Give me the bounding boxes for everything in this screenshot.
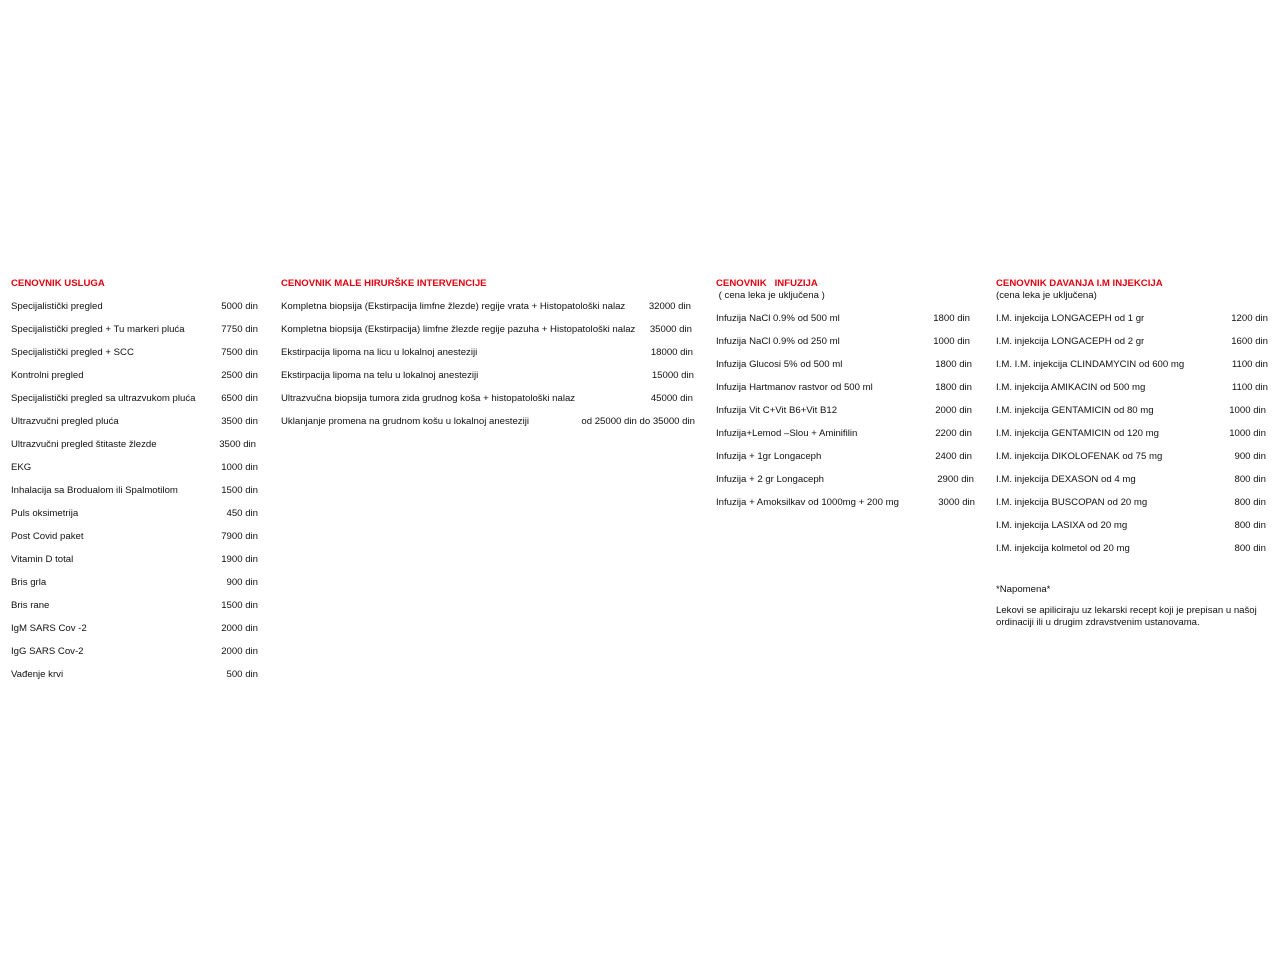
list-item bbox=[996, 451, 1270, 474]
item-name: I.M. injekcija GENTAMICIN od 120 mg bbox=[996, 428, 1159, 439]
list-item bbox=[281, 393, 695, 416]
list-item bbox=[996, 474, 1270, 497]
list-item bbox=[996, 359, 1270, 382]
item-price: 15000 din bbox=[651, 370, 694, 381]
note-title: *Napomena* bbox=[996, 584, 1051, 595]
item-price: 5000 din bbox=[221, 301, 258, 312]
list-item bbox=[281, 347, 695, 370]
infusions-list bbox=[716, 313, 976, 520]
item-price: 32000 din bbox=[648, 301, 691, 312]
infusions-price-list bbox=[716, 278, 976, 520]
item-price: 7900 din bbox=[221, 531, 258, 542]
item-name: Ultrazvučni pregled pluća bbox=[11, 416, 119, 427]
services-title: CENOVNIK USLUGA bbox=[11, 278, 105, 289]
item-price: 2000 din bbox=[221, 646, 258, 657]
item-price: 450 din bbox=[226, 508, 258, 519]
item-name: Specijalistički pregled bbox=[11, 301, 103, 312]
list-item bbox=[716, 497, 976, 520]
list-item bbox=[716, 428, 976, 451]
item-price: 800 din bbox=[1234, 474, 1266, 485]
item-name: IgG SARS Cov-2 bbox=[11, 646, 84, 657]
item-price: 1000 din bbox=[1229, 428, 1266, 439]
infusions-subtitle: ( cena leka je uključena ) bbox=[716, 290, 825, 301]
item-name: Specijalistički pregled + SCC bbox=[11, 347, 134, 358]
item-name: Infuzija NaCl 0.9% od 500 ml bbox=[716, 313, 840, 324]
item-name: Kompletna biopsija (Ekstirpacija) limfne žlezde regije pazuha + Histopatološki nalaz bbox=[281, 324, 636, 335]
list-item bbox=[11, 485, 261, 508]
item-name: Ultrazvučni pregled štitaste žlezde bbox=[11, 439, 157, 450]
list-item bbox=[11, 462, 261, 485]
item-price: 1100 din bbox=[1231, 359, 1268, 370]
item-name: Ekstirpacija lipoma na licu u lokalnoj anestеziji bbox=[281, 347, 478, 358]
item-name: Specijalistički pregled sa ultrazvukom pluća bbox=[11, 393, 196, 404]
item-name: Ekstirpacija lipoma na telu u lokalnoj anestеziji bbox=[281, 370, 479, 381]
item-price: 1500 din bbox=[221, 600, 258, 611]
item-name: Bris rane bbox=[11, 600, 50, 611]
item-name: Infuzija NaCl 0.9% od 250 ml bbox=[716, 336, 840, 347]
injections-price-list bbox=[996, 278, 1270, 629]
list-item bbox=[996, 405, 1270, 428]
injections-subtitle: (cena leka je uključena) bbox=[996, 290, 1097, 301]
list-item bbox=[716, 405, 976, 428]
item-name: Infuzija+Lemod –Slou + Aminifilin bbox=[716, 428, 858, 439]
item-price: 800 din bbox=[1234, 543, 1266, 554]
item-name: Puls oksimetrija bbox=[11, 508, 79, 519]
item-name: Kompletna biopsija (Ekstirpacija limfne žlezde) regije vrata + Histopatološki nalaz bbox=[281, 301, 626, 312]
item-price: 1000 din bbox=[933, 336, 970, 347]
item-name: Infuzija + 1gr Longaceph bbox=[716, 451, 822, 462]
item-name: Post Covid paket bbox=[11, 531, 84, 542]
item-name: Specijalistički pregled + Tu markeri pluća bbox=[11, 324, 185, 335]
list-item bbox=[11, 669, 261, 692]
item-name: Bris grla bbox=[11, 577, 47, 588]
list-item bbox=[281, 324, 695, 347]
item-price: 7500 din bbox=[221, 347, 258, 358]
list-item bbox=[11, 370, 261, 393]
list-item bbox=[281, 416, 695, 439]
list-item bbox=[716, 451, 976, 474]
item-name: Vađenje krvi bbox=[11, 669, 64, 680]
item-price: 1800 din bbox=[935, 359, 972, 370]
item-name: I.M. injekcija DIKOLOFENAK od 75 mg bbox=[996, 451, 1163, 462]
list-item bbox=[996, 313, 1270, 336]
list-item bbox=[716, 359, 976, 382]
list-item bbox=[716, 382, 976, 405]
item-price: 1000 din bbox=[1229, 405, 1266, 416]
item-name: EKG bbox=[11, 462, 32, 473]
injections-title: CENOVNIK DAVANJA I.M INJEKCIJA bbox=[996, 278, 1163, 289]
item-price: 1600 din bbox=[1231, 336, 1268, 347]
list-item bbox=[11, 577, 261, 600]
list-item bbox=[11, 347, 261, 370]
item-name: I.M. injekcija DEXASON od 4 mg bbox=[996, 474, 1136, 485]
item-price: 3000 din bbox=[938, 497, 975, 508]
item-name: I.M. injekcija GENTAMICIN od 80 mg bbox=[996, 405, 1154, 416]
item-price: 2000 din bbox=[935, 405, 972, 416]
item-price: 1800 din bbox=[933, 313, 970, 324]
item-name: Infuzija + 2 gr Longaceph bbox=[716, 474, 825, 485]
list-item bbox=[11, 439, 261, 462]
item-price: 2200 din bbox=[935, 428, 972, 439]
services-price-list bbox=[11, 278, 261, 692]
list-item bbox=[11, 623, 261, 646]
item-name: IgM SARS Cov -2 bbox=[11, 623, 87, 634]
item-price: 6500 din bbox=[221, 393, 258, 404]
item-name: I.M. injekcija LONGACEPH od 2 gr bbox=[996, 336, 1145, 347]
surgery-title: CENOVNIK MALE HIRURŠKE INTERVENCIJE bbox=[281, 278, 487, 289]
item-price: 1500 din bbox=[221, 485, 258, 496]
item-price: 900 din bbox=[226, 577, 258, 588]
item-name: Infuzija + Amoksilkav od 1000mg + 200 mg bbox=[716, 497, 899, 508]
item-name: I.M. injekcija AMIKACIN od 500 mg bbox=[996, 382, 1146, 393]
item-price: 1800 din bbox=[935, 382, 972, 393]
item-name: Ultrazvučna biopsija tumora zida grudnog koša + histopatološki nalaz bbox=[281, 393, 576, 404]
list-item bbox=[11, 324, 261, 347]
item-price: 900 din bbox=[1234, 451, 1266, 462]
list-item bbox=[11, 531, 261, 554]
list-item bbox=[11, 554, 261, 577]
list-item bbox=[996, 336, 1270, 359]
infusions-title: CENOVNIK INFUZIJA bbox=[716, 278, 818, 289]
item-price: 1900 din bbox=[221, 554, 258, 565]
item-price: 1200 din bbox=[1231, 313, 1268, 324]
list-item bbox=[11, 301, 261, 324]
note-text: Lekovi se apiliciraju uz lekarski recept koji je prepisan u našoj ordinaciji ili u drugim zdravstvenim ustanovama. bbox=[996, 605, 1257, 628]
item-name: Infuzija Glucosi 5% od 500 ml bbox=[716, 359, 843, 370]
list-item bbox=[11, 393, 261, 416]
item-name: I.M. injekcija kolmetol od 20 mg bbox=[996, 543, 1130, 554]
item-name: Inhalacija sa Brodualom ili Spalmotilom bbox=[11, 485, 178, 496]
list-item bbox=[11, 416, 261, 439]
item-name: Kontrolni pregled bbox=[11, 370, 84, 381]
list-item bbox=[281, 301, 695, 324]
list-item bbox=[716, 336, 976, 359]
list-item bbox=[996, 497, 1270, 520]
list-item bbox=[996, 543, 1270, 566]
item-price: 800 din bbox=[1234, 497, 1266, 508]
item-price: 2400 din bbox=[935, 451, 972, 462]
item-price: 7750 din bbox=[221, 324, 258, 335]
list-item bbox=[996, 428, 1270, 451]
item-price: 3500 din bbox=[221, 416, 258, 427]
item-price: 35000 din bbox=[649, 324, 692, 335]
list-item bbox=[716, 313, 976, 336]
item-name: I.M. injekcija LASIXA od 20 mg bbox=[996, 520, 1128, 531]
item-price: 1000 din bbox=[221, 462, 258, 473]
item-name: I.M. injekcija BUSCOPAN od 20 mg bbox=[996, 497, 1148, 508]
item-price: 1100 din bbox=[1231, 382, 1268, 393]
list-item bbox=[281, 370, 695, 393]
item-name: Infuzija Hartmanov rastvor od 500 ml bbox=[716, 382, 873, 393]
surgery-list bbox=[281, 301, 695, 439]
item-price: od 25000 din do 35000 din bbox=[581, 416, 695, 427]
item-price: 800 din bbox=[1234, 520, 1266, 531]
item-price: 2900 din bbox=[937, 474, 974, 485]
list-item bbox=[716, 474, 976, 497]
list-item bbox=[996, 520, 1270, 543]
item-price: 3500 din bbox=[219, 439, 256, 450]
list-item bbox=[996, 382, 1270, 405]
item-name: I.M. injekcija LONGACEPH od 1 gr bbox=[996, 313, 1145, 324]
item-name: I.M. I.M. injekcija CLINDAMYCIN od 600 mg bbox=[996, 359, 1185, 370]
item-name: Vitamin D total bbox=[11, 554, 74, 565]
list-item bbox=[11, 508, 261, 531]
item-price: 45000 din bbox=[650, 393, 693, 404]
item-price: 2000 din bbox=[221, 623, 258, 634]
injections-list bbox=[996, 313, 1270, 566]
item-price: 500 din bbox=[226, 669, 258, 680]
item-name: Infuzija Vit C+Vit B6+Vit B12 bbox=[716, 405, 838, 416]
surgery-price-list bbox=[281, 278, 695, 439]
list-item bbox=[11, 600, 261, 623]
item-name: Uklanjanje promena na grudnom košu u lokalnoj anestеziji bbox=[281, 416, 529, 427]
item-price: 2500 din bbox=[221, 370, 258, 381]
list-item bbox=[11, 646, 261, 669]
item-price: 18000 din bbox=[650, 347, 693, 358]
services-list bbox=[11, 301, 261, 692]
